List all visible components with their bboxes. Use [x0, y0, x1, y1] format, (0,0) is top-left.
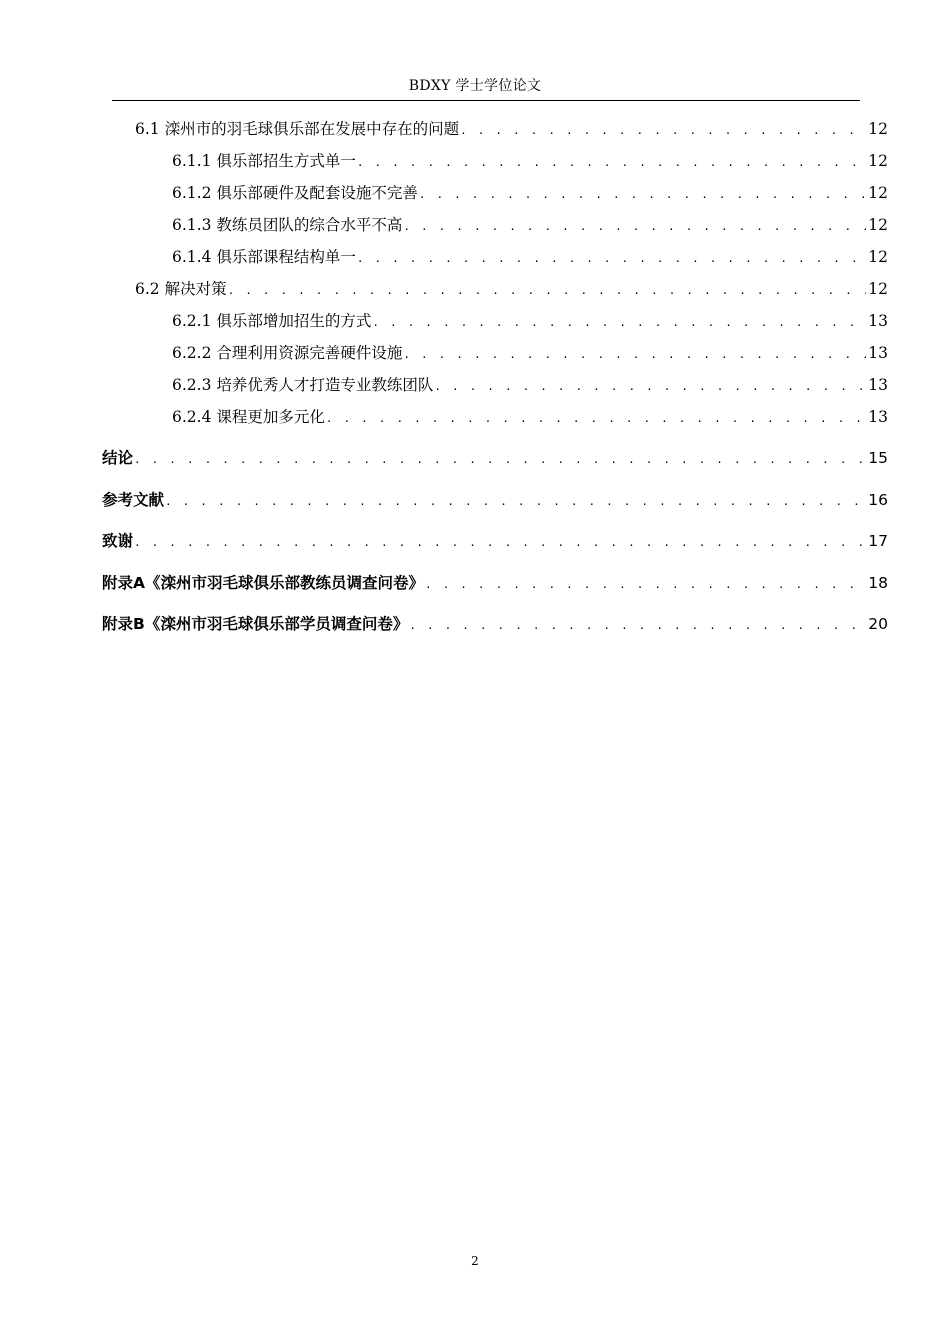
toc-entry-6-1[interactable] [135, 119, 888, 141]
toc-entry-label: 6.1.1 俱乐部招生方式单一 [172, 152, 356, 170]
toc-leader-dots [228, 281, 867, 301]
toc-entry-label: 附录B《滦州市羽毛球俱乐部学员调查问卷》 [102, 615, 409, 633]
toc-entry-page: 20 [868, 615, 888, 633]
toc-leader-dots [434, 377, 866, 397]
toc-entry-label: 6.2.3 培养优秀人才打造专业教练团队 [172, 376, 434, 394]
toc-entry-label: 6.1.4 俱乐部课程结构单一 [172, 248, 356, 266]
toc-entry-page: 13 [868, 408, 888, 426]
toc-leader-dots [419, 185, 866, 205]
toc-leader-dots [134, 533, 866, 553]
toc-entry-6-2-3[interactable] [172, 375, 888, 397]
toc-entry-6-2-4[interactable] [172, 407, 888, 429]
header-divider [112, 100, 860, 101]
toc-entry-6-1-3[interactable] [172, 215, 888, 237]
toc-entry-page: 12 [868, 184, 888, 202]
toc-entry-page: 12 [868, 248, 888, 266]
toc-entry-page: 17 [868, 532, 888, 550]
toc-entry-label: 6.2.4 课程更加多元化 [172, 408, 325, 426]
toc-entry-label: 6.2.2 合理利用资源完善硬件设施 [172, 344, 403, 362]
toc-entry-label: 6.1.2 俱乐部硬件及配套设施不完善 [172, 184, 418, 202]
toc-entry-label: 参考文献 [102, 491, 165, 509]
toc-entry-6-2[interactable] [135, 279, 888, 301]
toc-leader-dots [425, 575, 866, 595]
toc-entry-6-1-4[interactable] [172, 247, 888, 269]
toc-leader-dots [326, 409, 866, 429]
toc-entry-label: 致谢 [102, 532, 134, 550]
page-number: 2 [471, 1254, 479, 1268]
toc-leader-dots [460, 121, 866, 141]
toc-entry-references[interactable] [102, 490, 888, 512]
toc-entry-page: 12 [868, 216, 888, 234]
toc-leader-dots [165, 492, 866, 512]
toc-entry-page: 13 [868, 376, 888, 394]
toc-entry-label: 6.2 解决对策 [135, 280, 227, 298]
toc-entry-acknowledgements[interactable] [102, 531, 888, 553]
toc-leader-dots [372, 313, 866, 333]
toc-entry-page: 15 [868, 449, 888, 467]
toc-entry-appendix-b[interactable] [102, 614, 888, 636]
toc-entry-label: 6.2.1 俱乐部增加招生的方式 [172, 312, 372, 330]
toc-entry-6-2-2[interactable] [172, 343, 888, 365]
toc-leader-dots [403, 217, 866, 237]
toc-entry-conclusion[interactable] [102, 448, 888, 470]
toc-entry-page: 12 [868, 280, 888, 298]
toc-entry-label: 6.1 滦州市的羽毛球俱乐部在发展中存在的问题 [135, 120, 460, 138]
toc-leader-dots [357, 249, 866, 269]
toc-entry-appendix-a[interactable] [102, 573, 888, 595]
toc-entry-6-1-1[interactable] [172, 151, 888, 173]
toc-entry-page: 12 [868, 152, 888, 170]
toc-entry-page: 16 [868, 491, 888, 509]
toc-leader-dots [134, 450, 866, 470]
toc-leader-dots [403, 345, 866, 365]
toc-entry-6-2-1[interactable] [172, 311, 888, 333]
toc-entry-page: 13 [868, 344, 888, 362]
toc-entry-page: 18 [868, 574, 888, 592]
toc-leader-dots [409, 616, 866, 636]
toc-entry-label: 附录A《滦州市羽毛球俱乐部教练员调查问卷》 [102, 574, 424, 592]
toc-entry-page: 13 [868, 312, 888, 330]
toc-entry-6-1-2[interactable] [172, 183, 888, 205]
toc-entry-label: 6.1.3 教练员团队的综合水平不高 [172, 216, 403, 234]
toc-leader-dots [357, 153, 866, 173]
page-header: BDXY 学士学位论文 [408, 78, 542, 94]
toc-entry-page: 12 [868, 120, 888, 138]
toc-entry-label: 结论 [102, 449, 134, 467]
